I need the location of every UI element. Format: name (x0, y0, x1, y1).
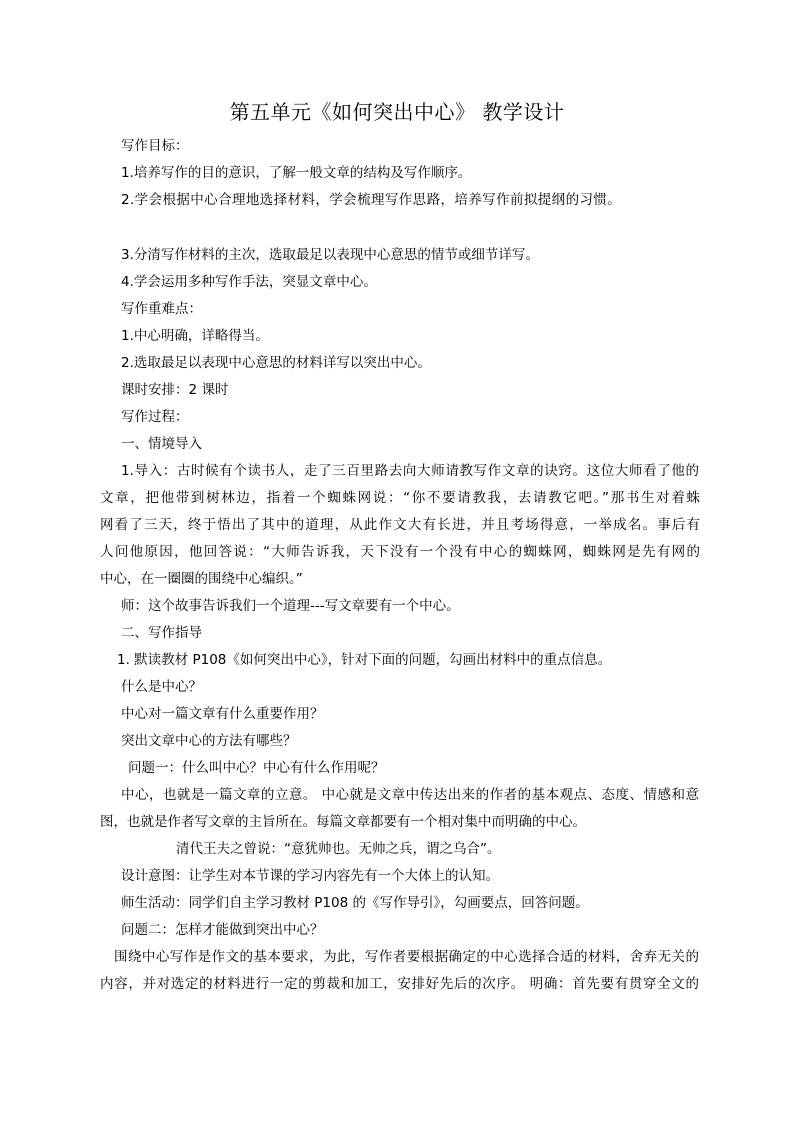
paragraph-line: 4.学会运用多种写作手法，突显文章中心。 (121, 274, 377, 290)
paragraph-line: 1.导入：古时候有个读书人，走了三百里路去向大师请教写作文章的诀窍。这位大师看了他的 (121, 463, 699, 479)
paragraph-line: 围绕中心写作是作文的基本要求，为此，写作者要根据确定的中心选择合适的材料，舍弃无关的 (114, 949, 699, 965)
question-line: 什么是中心？ (121, 679, 202, 695)
paragraph-line: 人问他原因，他回答说：“大师告诉我，天下没有一个没有中心的蜘蛛网，蜘蛛网是先有网的 (100, 544, 700, 560)
numbered-item: 1. 默读教材 P108《如何突出中心》，针对下面的问题，勾画出材料中的重点信息。 (117, 652, 612, 668)
paragraph-line: 3.分清写作材料的主次，选取最足以表现中心意思的情节或细节详写。 (121, 247, 539, 263)
question-heading: 问题一：什么叫中心？中心有什么作用呢？ (128, 760, 385, 776)
paragraph-line: 2.学会根据中心合理地选择材料，学会梳理写作思路，培养写作前拟提纲的习惯。 (121, 192, 622, 208)
paragraph-line: 中心，也就是一篇文章的立意。 中心就是文章中传达出来的作者的基本观点、态度、情感和意 (121, 787, 699, 803)
paragraph-line: 2.选取最足以表现中心意思的材料详写以突出中心。 (121, 355, 431, 371)
section-heading-intro: 一、情境导入 (121, 436, 202, 452)
paragraph-line: 内容，并对选定的材料进行一定的剪裁和加工，安排好先后的次序。 明确：首先要有贯穿全文的 (100, 976, 699, 992)
section-heading-guidance: 二、写作指导 (121, 625, 202, 641)
section-heading-process: 写作过程： (121, 409, 189, 425)
paragraph-line: 课时安排：2 课时 (121, 382, 229, 398)
paragraph-line: 文章，把他带到树林边，指着一个蜘蛛网说：“你不要请教我，去请教它吧。”那书生对着蛛 (100, 490, 700, 506)
section-heading-difficulties: 写作重难点： (121, 301, 202, 317)
question-line: 突出文章中心的方法有哪些？ (121, 733, 297, 749)
section-heading-goals: 写作目标： (121, 138, 189, 154)
paragraph-line: 中心，在一圈圈的围绕中心编织。” (100, 571, 303, 587)
question-heading: 问题二：怎样才能做到突出中心？ (121, 922, 324, 938)
paragraph-line: 图，也就是作者写文章的主旨所在。每篇文章都要有一个相对集中而明确的中心。 (100, 814, 586, 830)
quote-line: 清代王夫之曾说：“意犹帅也。无帅之兵，谓之乌合”。 (176, 841, 501, 857)
paragraph-line: 1.中心明确，详略得当。 (121, 328, 269, 344)
document-title: 第五单元《如何突出中心》 教学设计 (229, 100, 565, 124)
paragraph-line: 师：这个故事告诉我们一个道理---写文章要有一个中心。 (121, 598, 460, 614)
paragraph-line: 1.培养写作的目的意识，了解一般文章的结构及写作顺序。 (121, 165, 472, 181)
question-line: 中心对一篇文章有什么重要作用？ (121, 706, 324, 722)
paragraph-line: 网看了三天，终于悟出了其中的道理，从此作文大有长进，并且考场得意，一举成名。事后有 (100, 517, 700, 533)
paragraph-line: 师生活动：同学们自主学习教材 P108 的《写作导引》，勾画要点，回答问题。 (121, 895, 589, 911)
paragraph-line: 设计意图：让学生对本节课的学习内容先有一个大体上的认知。 (121, 868, 499, 884)
